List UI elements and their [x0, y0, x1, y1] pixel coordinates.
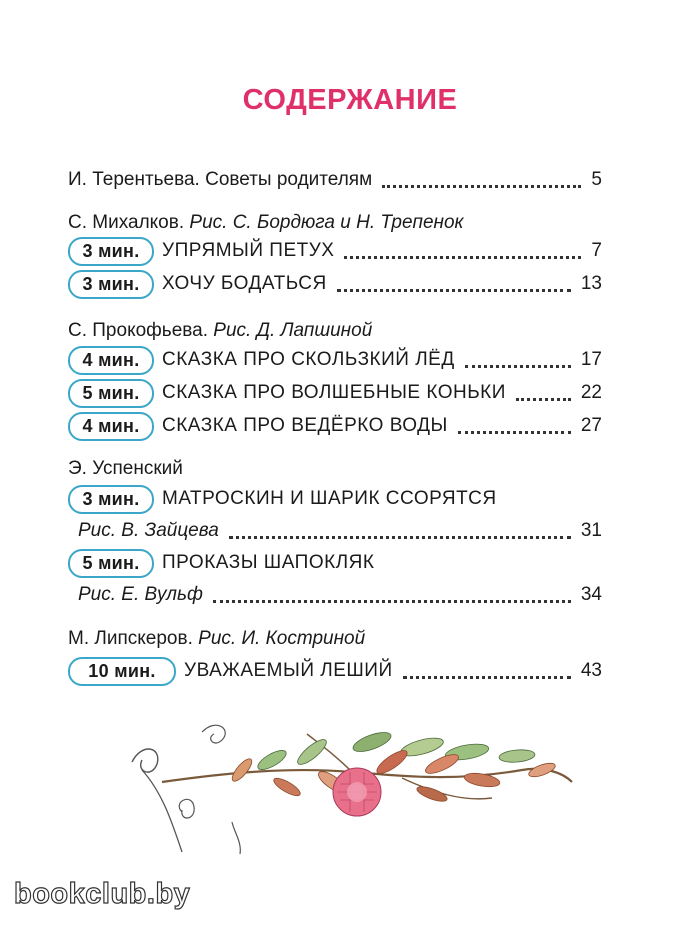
dot-leader — [465, 365, 571, 368]
illustrator-credit: Рис. Е. Вульф — [78, 584, 203, 605]
toc-entry — [68, 267, 602, 301]
story-title: СКАЗКА ПРО ВЕДЁРКО ВОДЫ — [162, 415, 448, 436]
toc-entry — [68, 482, 602, 516]
author-name: М. Липскеров. — [68, 628, 193, 649]
reading-time-badge: 5 мин. — [68, 549, 154, 578]
author-name: Э. Успенский — [68, 458, 183, 479]
toc-entry — [68, 654, 602, 688]
toc-entry-credit — [78, 578, 602, 612]
dot-leader — [344, 256, 581, 259]
page-number: 17 — [580, 349, 602, 370]
reading-time-badge: 3 мин. — [68, 237, 154, 266]
dot-leader — [337, 289, 571, 292]
story-title: СКАЗКА ПРО СКОЛЬЗКИЙ ЛЁД — [162, 349, 455, 370]
illustrator-credit: Рис. С. Бордюга и Н. Трепенок — [189, 212, 464, 233]
section-header — [68, 458, 183, 480]
toc-entry — [68, 409, 602, 443]
page-number: 7 — [591, 240, 602, 261]
section-header — [68, 628, 365, 650]
toc-entry — [68, 376, 602, 410]
illustrator-credit: Рис. Д. Лапшиной — [213, 320, 373, 341]
page-number: 31 — [580, 520, 602, 541]
story-title: Советы родителям — [205, 169, 373, 190]
reading-time-badge: 5 мин. — [68, 379, 154, 408]
dot-leader — [516, 398, 571, 401]
reading-time-badge: 4 мин. — [68, 346, 154, 375]
toc-entry — [68, 163, 602, 197]
toc-entry — [68, 234, 602, 268]
watermark: bookclub.by — [14, 878, 191, 910]
story-title: УВАЖАЕМЫЙ ЛЕШИЙ — [184, 660, 393, 681]
reading-time-badge: 10 мин. — [68, 657, 176, 686]
dot-leader — [458, 431, 571, 434]
reading-time-badge: 3 мин. — [68, 270, 154, 299]
reading-time-badge: 4 мин. — [68, 412, 154, 441]
page-number: 34 — [580, 584, 602, 605]
section-header — [68, 320, 372, 342]
reading-time-badge: 3 мин. — [68, 485, 154, 514]
dot-leader — [229, 536, 571, 539]
botanical-illustration — [122, 712, 582, 862]
toc-entry-credit — [78, 514, 602, 548]
dot-leader — [213, 600, 571, 603]
toc-entry — [68, 546, 602, 580]
toc-entry — [68, 343, 602, 377]
story-title: МАТРОСКИН И ШАРИК ССОРЯТСЯ — [162, 488, 497, 509]
story-title: УПРЯМЫЙ ПЕТУХ — [162, 240, 335, 261]
page-number: 27 — [580, 415, 602, 436]
illustrator-credit: Рис. В. Зайцева — [78, 520, 219, 541]
author-name: С. Михалков. — [68, 212, 185, 233]
author-name: С. Прокофьева. — [68, 320, 208, 341]
dot-leader — [382, 185, 581, 188]
page-number: 43 — [580, 660, 602, 681]
story-title: ХОЧУ БОДАТЬСЯ — [162, 273, 327, 294]
illustrator-credit: Рис. И. Костриной — [198, 628, 366, 649]
page-number: 22 — [580, 382, 602, 403]
story-title: ПРОКАЗЫ ШАПОКЛЯК — [162, 552, 375, 573]
story-title: СКАЗКА ПРО ВОЛШЕБНЫЕ КОНЬКИ — [162, 382, 506, 403]
page-title: СОДЕРЖАНИЕ — [242, 84, 458, 116]
page-number: 13 — [580, 273, 602, 294]
page-number: 5 — [591, 169, 602, 190]
author-name: И. Терентьева. — [68, 169, 200, 190]
dot-leader — [403, 676, 571, 679]
section-header — [68, 212, 464, 234]
